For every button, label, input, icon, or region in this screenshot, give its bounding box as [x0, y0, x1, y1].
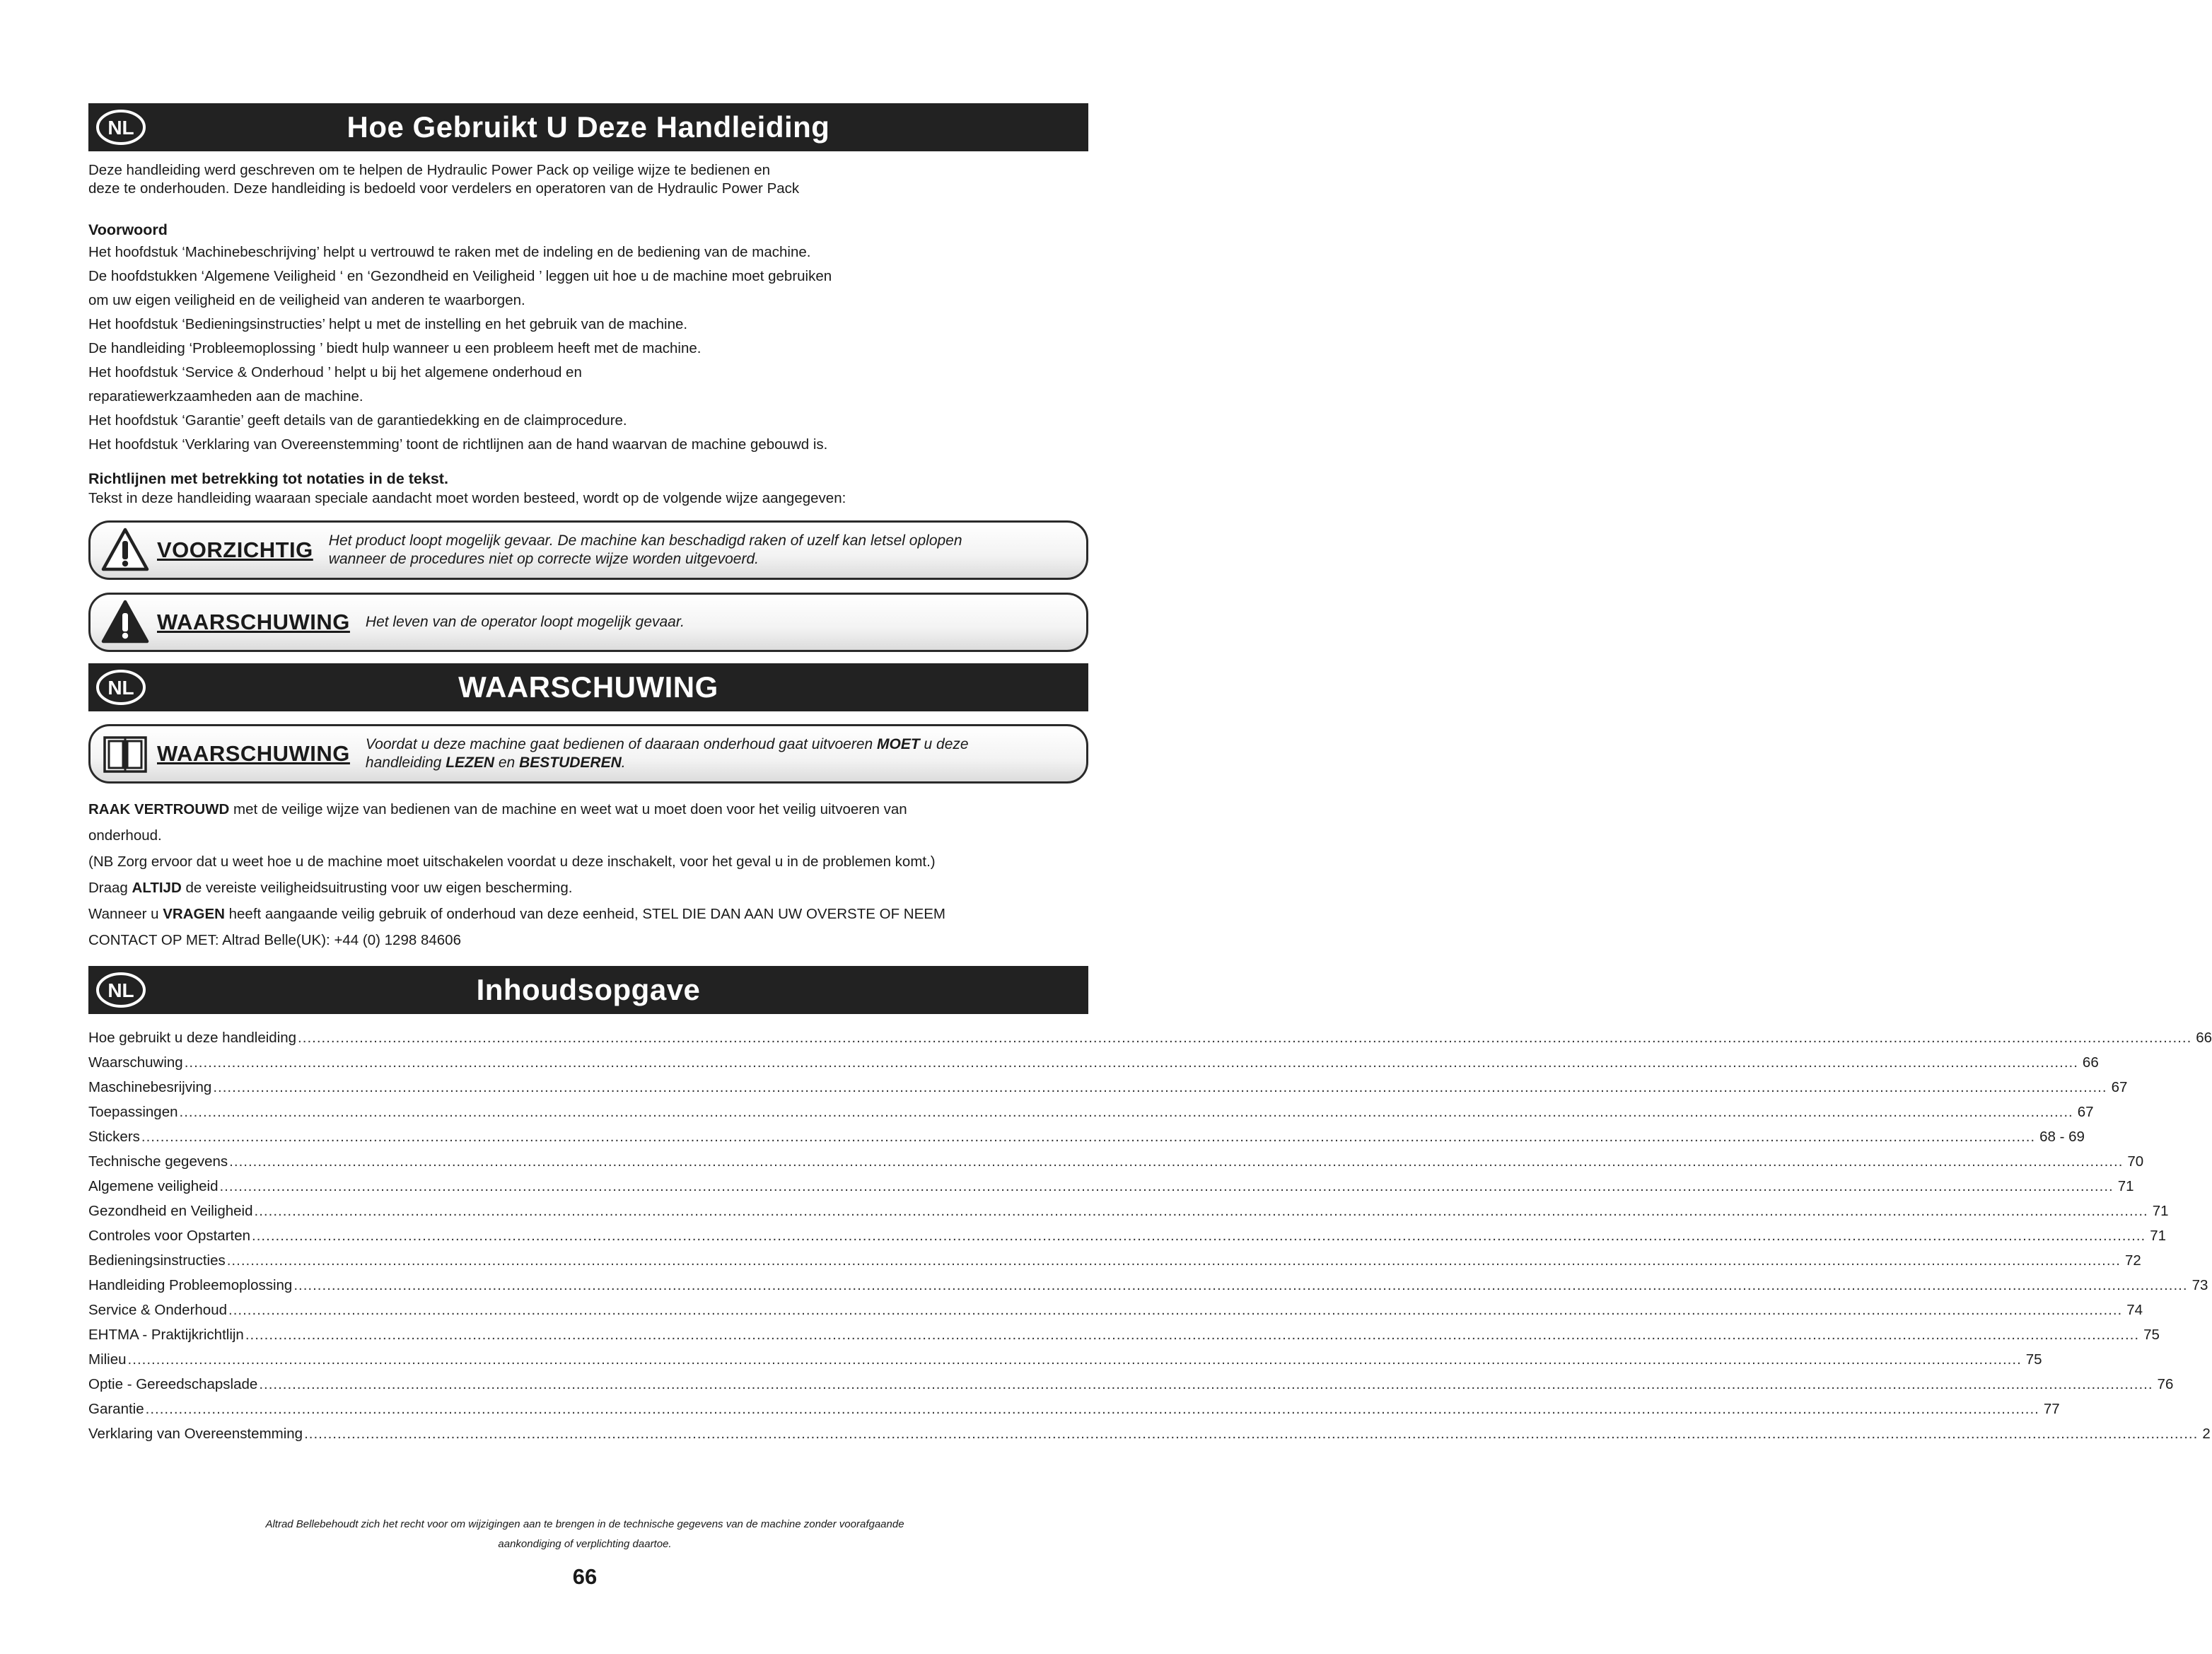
nl-badge-text: NL	[107, 117, 134, 139]
caution-text-line: Het product loopt mogelijk gevaar. De machine kan beschadigd raken of uzelf kan letsel oplopen	[328, 532, 962, 549]
caution-text	[329, 532, 962, 569]
read-manual-line: Voordat u deze machine gaat bedienen of daaraan onderhoud gaat uitvoeren MOET u deze	[365, 736, 969, 752]
toc-dot-leader: ................................................................................................................................................................................................................................................................................................................................................................................................................	[228, 1302, 2123, 1318]
toc-entry	[88, 1223, 2167, 1248]
toc-dot-leader: ................................................................................................................................................................................................................................................................................................................................................................................................................	[245, 1327, 2140, 1343]
nl-language-badge-icon	[95, 669, 146, 706]
toc-entry-page: 67	[2111, 1079, 2128, 1095]
warning-triangle-icon	[100, 598, 150, 647]
toc-entry-label: Gezondheid en Veiligheid	[88, 1203, 253, 1219]
toc-entry-page: 2	[2202, 1426, 2211, 1442]
warning-text: Het leven van de operator loopt mogelijk gevaar.	[365, 614, 685, 630]
warning-paragraph: Wanneer u VRAGEN heeft aangaande veilig gebruik of onderhoud van deze eenheid, STEL DIE DAN AAN UW OVERSTE OF NEEM	[88, 906, 946, 922]
notation-section	[88, 468, 1088, 508]
foreword-line: reparatiewerkzaamheden aan de machine.	[88, 388, 363, 404]
toc-entry-page: 68 - 69	[2039, 1129, 2085, 1145]
foreword-heading: Voorwoord	[88, 221, 168, 238]
toc-dot-leader: ................................................................................................................................................................................................................................................................................................................................................................................................................	[219, 1178, 2114, 1194]
contact-line: CONTACT OP MET: Altrad Belle(UK): +44 (0) 1298 84606	[88, 932, 461, 948]
section-banner-warning	[88, 663, 1088, 711]
toc-entry	[88, 1347, 2042, 1372]
disclaimer-line: aankondiging of verplichting daartoe.	[498, 1538, 672, 1550]
foreword-line: Het hoofdstuk ‘Machinebeschrijving’ helpt u vertrouwd te raken met de indeling en de bediening van de machine.	[88, 244, 811, 260]
toc-entry-label: Maschinebesrijving	[88, 1079, 212, 1095]
section-banner-toc	[88, 966, 1088, 1014]
toc-entry-label: Stickers	[88, 1129, 140, 1145]
toc-entry-label: Algemene veiligheid	[88, 1178, 219, 1194]
nl-badge-text: NL	[107, 677, 134, 699]
toc-entry-page: 66	[2196, 1030, 2212, 1046]
caution-label: VOORZICHTIG	[157, 537, 313, 562]
foreword-line: Het hoofdstuk ‘Verklaring van Overeenstemming’ toont de richtlijnen aan de hand waarvan de machine gebouwd is.	[88, 436, 828, 453]
toc-entry-label: Hoe gebruikt u deze handleiding	[88, 1030, 297, 1046]
caution-notice	[88, 520, 1088, 580]
read-manual-notice	[88, 724, 1088, 784]
caution-triangle-icon	[100, 525, 150, 575]
warning-paragraph: RAAK VERTROUWD met de veilige wijze van bedienen van de machine en weet wat u moet doen voor het veilig uitvoeren van	[88, 801, 907, 817]
toc-entry-label: Milieu	[88, 1351, 127, 1368]
toc-entry-page: 67	[2077, 1104, 2094, 1120]
page-footer	[0, 1515, 1170, 1590]
toc-entry	[88, 1248, 2141, 1273]
toc-entry	[88, 1199, 2169, 1223]
read-manual-text	[366, 735, 969, 772]
warning-paragraphs	[88, 796, 1088, 953]
toc-entry-page: 66	[2082, 1054, 2099, 1071]
toc-entry	[88, 1174, 2134, 1199]
toc-entry	[88, 1273, 2208, 1298]
toc-entry-page: 74	[2126, 1302, 2143, 1318]
warning-paragraph: onderhoud.	[88, 827, 162, 844]
toc-entry	[88, 1421, 2211, 1446]
disclaimer-note	[0, 1515, 1170, 1554]
toc-entry	[88, 1397, 2060, 1421]
warning-paragraph: Draag ALTIJD de vereiste veiligheidsuitrusting voor uw eigen bescherming.	[88, 880, 573, 896]
toc-dot-leader: ................................................................................................................................................................................................................................................................................................................................................................................................................	[252, 1228, 2146, 1244]
toc-entry	[88, 1372, 2174, 1397]
toc-dot-leader: ................................................................................................................................................................................................................................................................................................................................................................................................................	[145, 1401, 2039, 1417]
warning-notice	[88, 593, 1088, 652]
toc-dot-leader: ................................................................................................................................................................................................................................................................................................................................................................................................................	[259, 1376, 2153, 1392]
toc-dot-leader: ................................................................................................................................................................................................................................................................................................................................................................................................................	[179, 1104, 2073, 1120]
foreword-line: om uw eigen veiligheid en de veiligheid van anderen te waarborgen.	[88, 292, 525, 308]
toc-dot-leader: ................................................................................................................................................................................................................................................................................................................................................................................................................	[229, 1153, 2124, 1170]
warning-paragraph: (NB Zorg ervoor dat u weet hoe u de machine moet uitschakelen voordat u deze inschakelt, voor het geval u in de problemen komt.)	[88, 854, 936, 870]
toc-entry	[88, 1149, 2144, 1174]
toc-dot-leader: ................................................................................................................................................................................................................................................................................................................................................................................................................	[184, 1054, 2078, 1071]
toc-entry-page: 75	[2025, 1351, 2042, 1368]
toc-entry-label: Waarschuwing	[88, 1054, 183, 1071]
table-of-contents	[88, 1025, 2212, 1446]
intro-line: deze te onderhouden. Deze handleiding is bedoeld voor verdelers en operatoren van de Hydraulic Power Pack	[88, 180, 800, 197]
nl-language-badge-icon	[95, 109, 146, 146]
toc-entry	[88, 1025, 2212, 1050]
toc-dot-leader: ................................................................................................................................................................................................................................................................................................................................................................................................................	[226, 1252, 2121, 1269]
toc-entry-label: Optie - Gereedschapslade	[88, 1376, 258, 1392]
manual-page	[88, 103, 2212, 1446]
toc-entry-label: Verklaring van Overeenstemming	[88, 1426, 303, 1442]
toc-dot-leader: ................................................................................................................................................................................................................................................................................................................................................................................................................	[213, 1079, 2107, 1095]
toc-entry-page: 71	[2117, 1178, 2134, 1194]
section-title: WAARSCHUWING	[458, 670, 718, 704]
toc-entry-page: 75	[2143, 1327, 2160, 1343]
toc-entry	[88, 1124, 2085, 1149]
toc-entry-page: 71	[2152, 1203, 2169, 1219]
toc-entry	[88, 1050, 2099, 1075]
toc-entry-page: 72	[2124, 1252, 2141, 1269]
foreword-line: De hoofdstukken ‘Algemene Veiligheid ‘ en ‘Gezondheid en Veiligheid ’ leggen uit hoe u de machine moet gebruiken	[88, 268, 832, 284]
nl-language-badge-icon	[95, 972, 146, 1008]
toc-dot-leader: ................................................................................................................................................................................................................................................................................................................................................................................................................	[298, 1030, 2192, 1046]
toc-entry-label: Bedieningsinstructies	[88, 1252, 226, 1269]
toc-dot-leader: ................................................................................................................................................................................................................................................................................................................................................................................................................	[293, 1277, 2188, 1293]
toc-entry-page: 77	[2043, 1401, 2060, 1417]
page-number: 66	[572, 1564, 598, 1589]
toc-entry-page: 70	[2127, 1153, 2144, 1170]
toc-entry-label: Garantie	[88, 1401, 144, 1417]
section-banner-how-to	[88, 103, 1088, 151]
toc-dot-leader: ................................................................................................................................................................................................................................................................................................................................................................................................................	[304, 1426, 2199, 1442]
toc-dot-leader: ................................................................................................................................................................................................................................................................................................................................................................................................................	[141, 1129, 2036, 1145]
section-title: Hoe Gebruikt U Deze Handleiding	[347, 110, 830, 144]
section-title: Inhoudsopgave	[476, 973, 701, 1006]
manual-book-icon	[100, 729, 150, 779]
toc-entry-label: Controles voor Opstarten	[88, 1228, 251, 1244]
caution-text-line: wanneer de procedures niet op correcte wijze worden uitgevoerd.	[328, 551, 759, 567]
toc-entry-label: Technische gegevens	[88, 1153, 228, 1170]
toc-entry	[88, 1322, 2160, 1347]
foreword-line: De handleiding ‘Probleemoplossing ’ biedt hulp wanneer u een probleem heeft met de machine.	[88, 340, 702, 356]
foreword-line: Het hoofdstuk ‘Garantie’ geeft details van de garantiedekking en de claimprocedure.	[88, 412, 627, 429]
foreword-section	[88, 219, 1088, 457]
toc-entry-label: Toepassingen	[88, 1104, 178, 1120]
notation-heading: Richtlijnen met betrekking tot notaties in de tekst.	[88, 470, 448, 487]
toc-dot-leader: ................................................................................................................................................................................................................................................................................................................................................................................................................	[127, 1351, 2022, 1368]
nl-badge-text: NL	[107, 979, 134, 1001]
foreword-line: Het hoofdstuk ‘Service & Onderhoud ’ helpt u bij het algemene onderhoud en	[88, 364, 582, 380]
warning-label: WAARSCHUWING	[157, 610, 350, 634]
toc-entry-page: 73	[2191, 1277, 2208, 1293]
toc-entry-page: 71	[2150, 1228, 2167, 1244]
toc-entry-page: 76	[2157, 1376, 2174, 1392]
intro-line: Deze handleiding werd geschreven om te helpen de Hydraulic Power Pack op veilige wijze te bedienen en	[88, 162, 771, 178]
toc-dot-leader: ................................................................................................................................................................................................................................................................................................................................................................................................................	[254, 1203, 2148, 1219]
toc-entry	[88, 1298, 2143, 1322]
toc-entry-label: Service & Onderhoud	[88, 1302, 228, 1318]
toc-entry	[88, 1075, 2128, 1100]
intro-text	[88, 161, 1088, 198]
read-manual-line: handleiding LEZEN en BESTUDEREN.	[365, 755, 626, 771]
toc-entry-label: EHTMA - Praktijkrichtlijn	[88, 1327, 244, 1343]
foreword-line: Het hoofdstuk ‘Bedieningsinstructies’ helpt u met de instelling en het gebruik van de machine.	[88, 316, 688, 332]
notation-text: Tekst in deze handleiding waaraan speciale aandacht moet worden besteed, wordt op de volgende wijze aangegeven:	[88, 490, 846, 506]
disclaimer-line: Altrad Bellebehoudt zich het recht voor om wijzigingen aan te brengen in de technische gegevens van de machine zonder voorafgaande	[265, 1518, 904, 1530]
toc-entry-label: Handleiding Probleemoplossing	[88, 1277, 293, 1293]
read-manual-label: WAARSCHUWING	[157, 741, 350, 766]
toc-entry	[88, 1100, 2094, 1124]
